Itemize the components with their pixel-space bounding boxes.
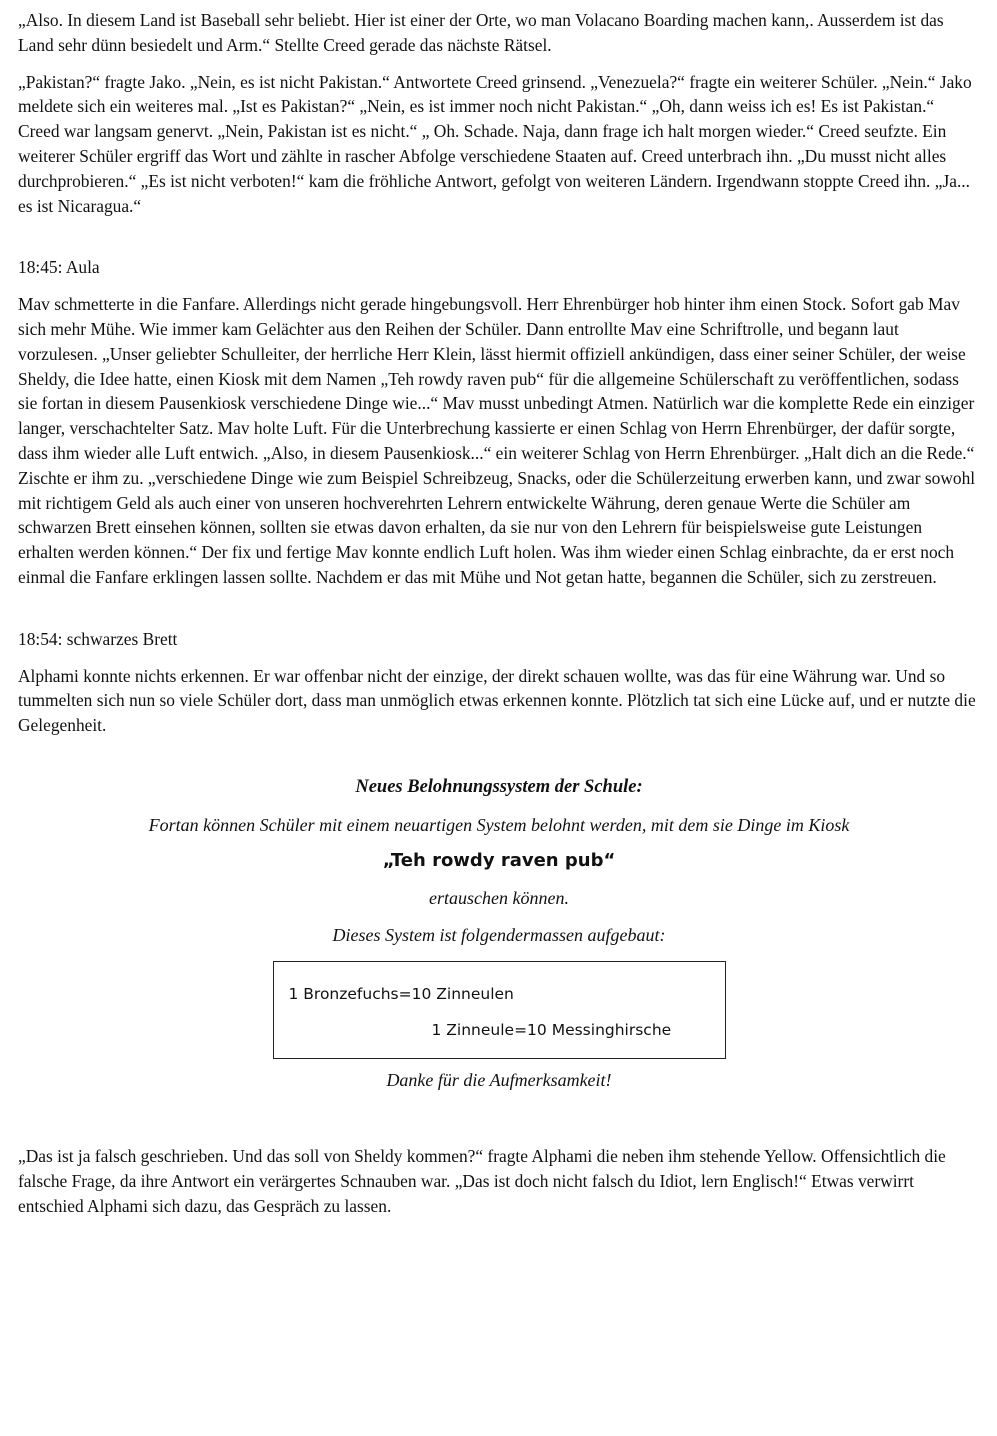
section-text-aula: Mav schmetterte in die Fanfare. Allerdings nicht gerade hingebungsvoll. Herr Ehrenbürger hob hinter ihm einen Stock. Sofort gab Mav sich mehr Mühe. Wie immer kam Gelächter aus den Reihen der Schüler. Dann entrollte Mav eine Schriftrolle, und begann laut vorzulesen. „Unser geliebter Schulleiter, der herrliche Herr Klein, lässt hiermit offiziell ankündigen, dass einer seiner Schüler, der weise Sheldy, die Idee hatte, einen Kiosk mit dem Namen „Teh rowdy raven pub“ für die allgemeine Schülerschaft zu veröffentlichen, sodass sie fortan in diesem Pausenkiosk verschiedene Dinge wie...“ Mav musst unbedingt Atmen. Natürlich war die komplette Rede ein einziger langer, verschachtelter Satz. Mav holte Luft. Für die Unterbrechung kassierte er einen Schlag von Herrn Ehrenbürger, der dafür sorgte, dass ihm wieder alle Luft entwich. „Also, in diesem Pausenkiosk...“ ein weiterer Schlag von Herrn Ehrenbürger. „Halt dich an die Rede.“ Zischte er ihm zu. „verschiedene Dinge wie zum Beispiel Schreibzeug, Snacks, oder die Schülerzeitung erwerben kann, und zwar sowohl mit richtigem Geld als auch einer von unseren hochverehrten Lehrern entwickelte Währung, deren genaue Werte die Schüler am schwarzen Brett einsehen können, sollten sie etwas davon erhalten, da sie nur von den Lehrern für beispielsweise gute Leistungen erhalten werden können.“ Der fix und fertige Mav konnte endlich Luft holen. Was ihm wieder einen Schlag einbrachte, da er erst noch einmal die Fanfare erklingen lassen sollte. Nachdem er das mit Mühe und Not getan hatte, begannen die Schüler, sich zu zerstreuen. bbox=[18, 294, 976, 587]
section-heading-aula: 18:45: Aula bbox=[18, 257, 100, 278]
notice-line-3: Dieses System ist folgendermassen aufgebaut: bbox=[332, 924, 666, 945]
currency-table bbox=[273, 961, 726, 1059]
notice-line-2: ertauschen können. bbox=[429, 887, 569, 908]
document-page bbox=[18, 8, 980, 1218]
closing-paragraph: „Das ist ja falsch geschrieben. Und das soll von Sheldy kommen?“ fragte Alphami die neben ihm stehende Yellow. Offensichtlich die falsche Frage, da ihre Antwort ein verärgertes Schnauben war. „Das ist doch nicht falsch du Idiot, lern Englisch!“ Etwas verwirrt entschied Alphami sich dazu, das Gespräch zu lassen. bbox=[18, 1145, 946, 1216]
notice-board bbox=[18, 775, 980, 1092]
currency-rate-1: 1 Bronzefuchs=10 Zinneulen bbox=[288, 984, 514, 1003]
intro-paragraph-1: „Also. In diesem Land ist Baseball sehr beliebt. Hier ist einer der Orte, wo man Volacano Boarding machen kann,. Ausserdem ist das Land sehr dünn besiedelt und Arm.“ Stellte Creed gerade das nächste Rätsel. bbox=[18, 10, 944, 55]
section-text-brett: Alphami konnte nichts erkennen. Er war offenbar nicht der einzige, der direkt schauen wollte, was das für eine Währung war. Und so tummelten sich nun so viele Schüler dort, dass man unmöglich etwas erkennen konnte. Plötzlich tat sich eine Lücke auf, und er nutzte die Gelegenheit. bbox=[18, 665, 976, 736]
intro-paragraph-2: „Pakistan?“ fragte Jako. „Nein, es ist nicht Pakistan.“ Antwortete Creed grinsend. „Venezuela?“ fragte ein weiterer Schüler. „Nein.“ Jako meldete sich ein weiteres mal. „Ist es Pakistan?“ „Nein, es ist immer noch nicht Pakistan.“ „Oh, dann weiss ich es! Es ist Pakistan.“ Creed war langsam genervt. „Nein, Pakistan ist es nicht.“ „ Oh. Schade. Naja, dann frage ich halt morgen wieder.“ Creed seufzte. Ein weiterer Schüler ergriff das Wort und zählte in rascher Abfolge verschiedene Staaten auf. Creed unterbrach ihn. „Du musst nicht alles durchprobieren.“ „Es ist nicht verboten!“ kam die fröhliche Antwort, gefolgt von weiteren Ländern. Irgendwann stoppte Creed ihn. „Ja... es ist Nicaragua.“ bbox=[18, 71, 972, 216]
notice-thanks: Danke für die Aufmerksamkeit! bbox=[386, 1069, 612, 1090]
notice-pub-name: „Teh rowdy raven pub“ bbox=[382, 849, 616, 871]
section-heading-brett: 18:54: schwarzes Brett bbox=[18, 628, 178, 649]
currency-rate-2: 1 Zinneule=10 Messinghirsche bbox=[431, 1020, 672, 1039]
notice-line-1: Fortan können Schüler mit einem neuartigen System belohnt werden, mit dem sie Dinge im Kiosk bbox=[148, 814, 850, 835]
notice-title: Neues Belohnungssystem der Schule: bbox=[355, 776, 643, 797]
